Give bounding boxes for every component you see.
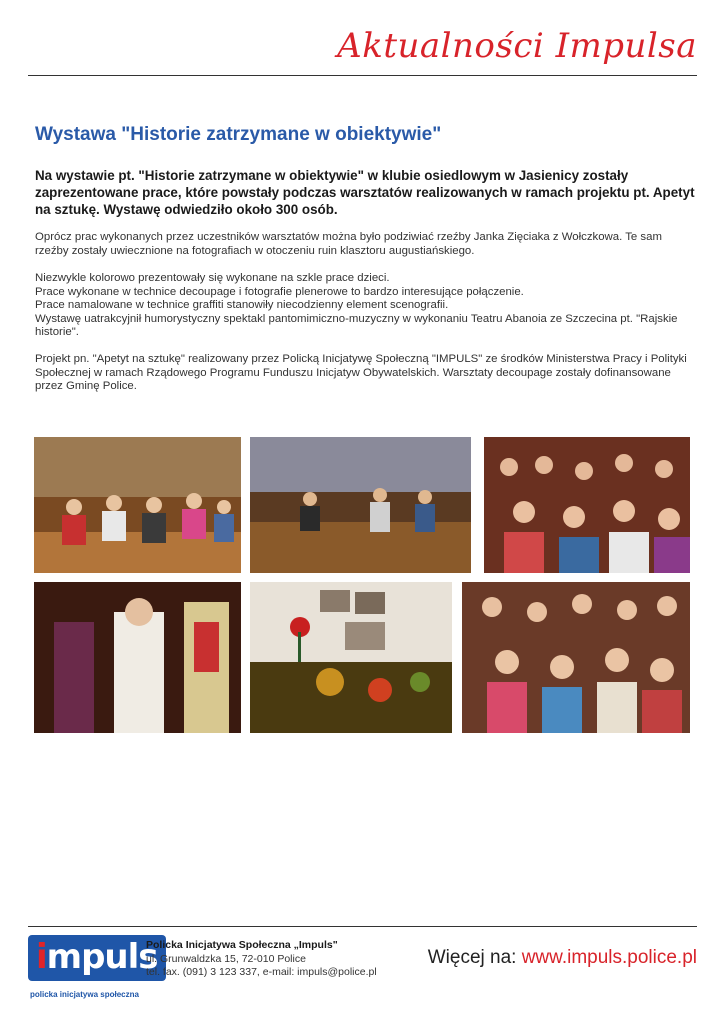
bottom-divider <box>28 926 697 927</box>
article-paragraph-2 <box>35 272 695 340</box>
more-info <box>428 947 697 969</box>
photo-children-seated-floor <box>34 437 241 573</box>
article-paragraph-1: Oprócz prac wykonanych przez uczestników warsztatów można było podziwiać rzeźby Janka Zięciaka z Wołczkowa. Te sam rzeźby zostały uwiecznione na fotografiach w otoczeniu ruin klasztoru augustiańskiego. <box>35 231 662 257</box>
paragraph-line: Prace wykonane w technice decoupage i fotografie plenerowe to bardzo interesujące połączenie. <box>35 285 524 298</box>
org-contact: tel. fax. (091) 3 123 337, e-mail: impuls@police.pl <box>146 966 377 978</box>
logo-wordmark: impuls <box>28 935 166 981</box>
website-link[interactable]: www.impuls.police.pl <box>521 947 697 968</box>
article-title: Wystawa "Historie zatrzymane w obiektywie" <box>35 124 442 145</box>
more-label: Więcej na: <box>427 947 517 968</box>
top-divider <box>28 75 697 76</box>
org-address: ul. Grunwaldzka 15, 72-010 Police <box>146 952 306 965</box>
photo-audience-crowd <box>484 437 690 573</box>
paragraph-line: Niezwykle kolorowo prezentowały się wykonane na szkle prace dzieci. <box>35 272 390 284</box>
photo-theatre-costumes <box>34 582 241 733</box>
photo-dance-performance <box>250 437 471 573</box>
photo-children-audience <box>462 582 690 733</box>
photo-exhibition-table <box>250 582 452 733</box>
article-paragraph-3: Projekt pn. "Apetyt na sztukę" realizowany przez Policką Inicjatywę Społeczną "IMPULS" ze środków Ministerstwa Pracy i Polityki Społecznej w ramach Rządowego Programu Funduszu Inicjatyw Obywatelskich. Warsztaty decoupage zostały dofinansowane przez Gminę Police. <box>35 353 687 392</box>
paragraph-line: Wystawę uatrakcyjnił humorystyczny spektakl pantomimiczno-muzyczny w wykonaniu Teatru Abanoia ze Szczecina pt. "Rajskie historie". <box>35 312 678 338</box>
header-title: Aktualności Impulsa <box>337 26 697 66</box>
logo-subtitle: policka inicjatywa społeczna <box>30 990 139 999</box>
organization-contact <box>146 939 377 980</box>
paragraph-line: Prace namalowane w technice graffiti stanowiły niecodzienny element scenografii. <box>35 299 449 311</box>
article-lead: Na wystawie pt. "Historie zatrzymane w obiektywie" w klubie osiedlowym w Jasienicy zostały zaprezentowane prace, które powstały podczas warsztatów realizowanych w ramach projektu pt. Apetyt na sztukę. Wystawę odwiedziło około 300 osób. <box>35 168 695 217</box>
org-name: Policka Inicjatywa Społeczna „Impuls" <box>146 939 338 951</box>
impuls-logo <box>28 935 158 1013</box>
